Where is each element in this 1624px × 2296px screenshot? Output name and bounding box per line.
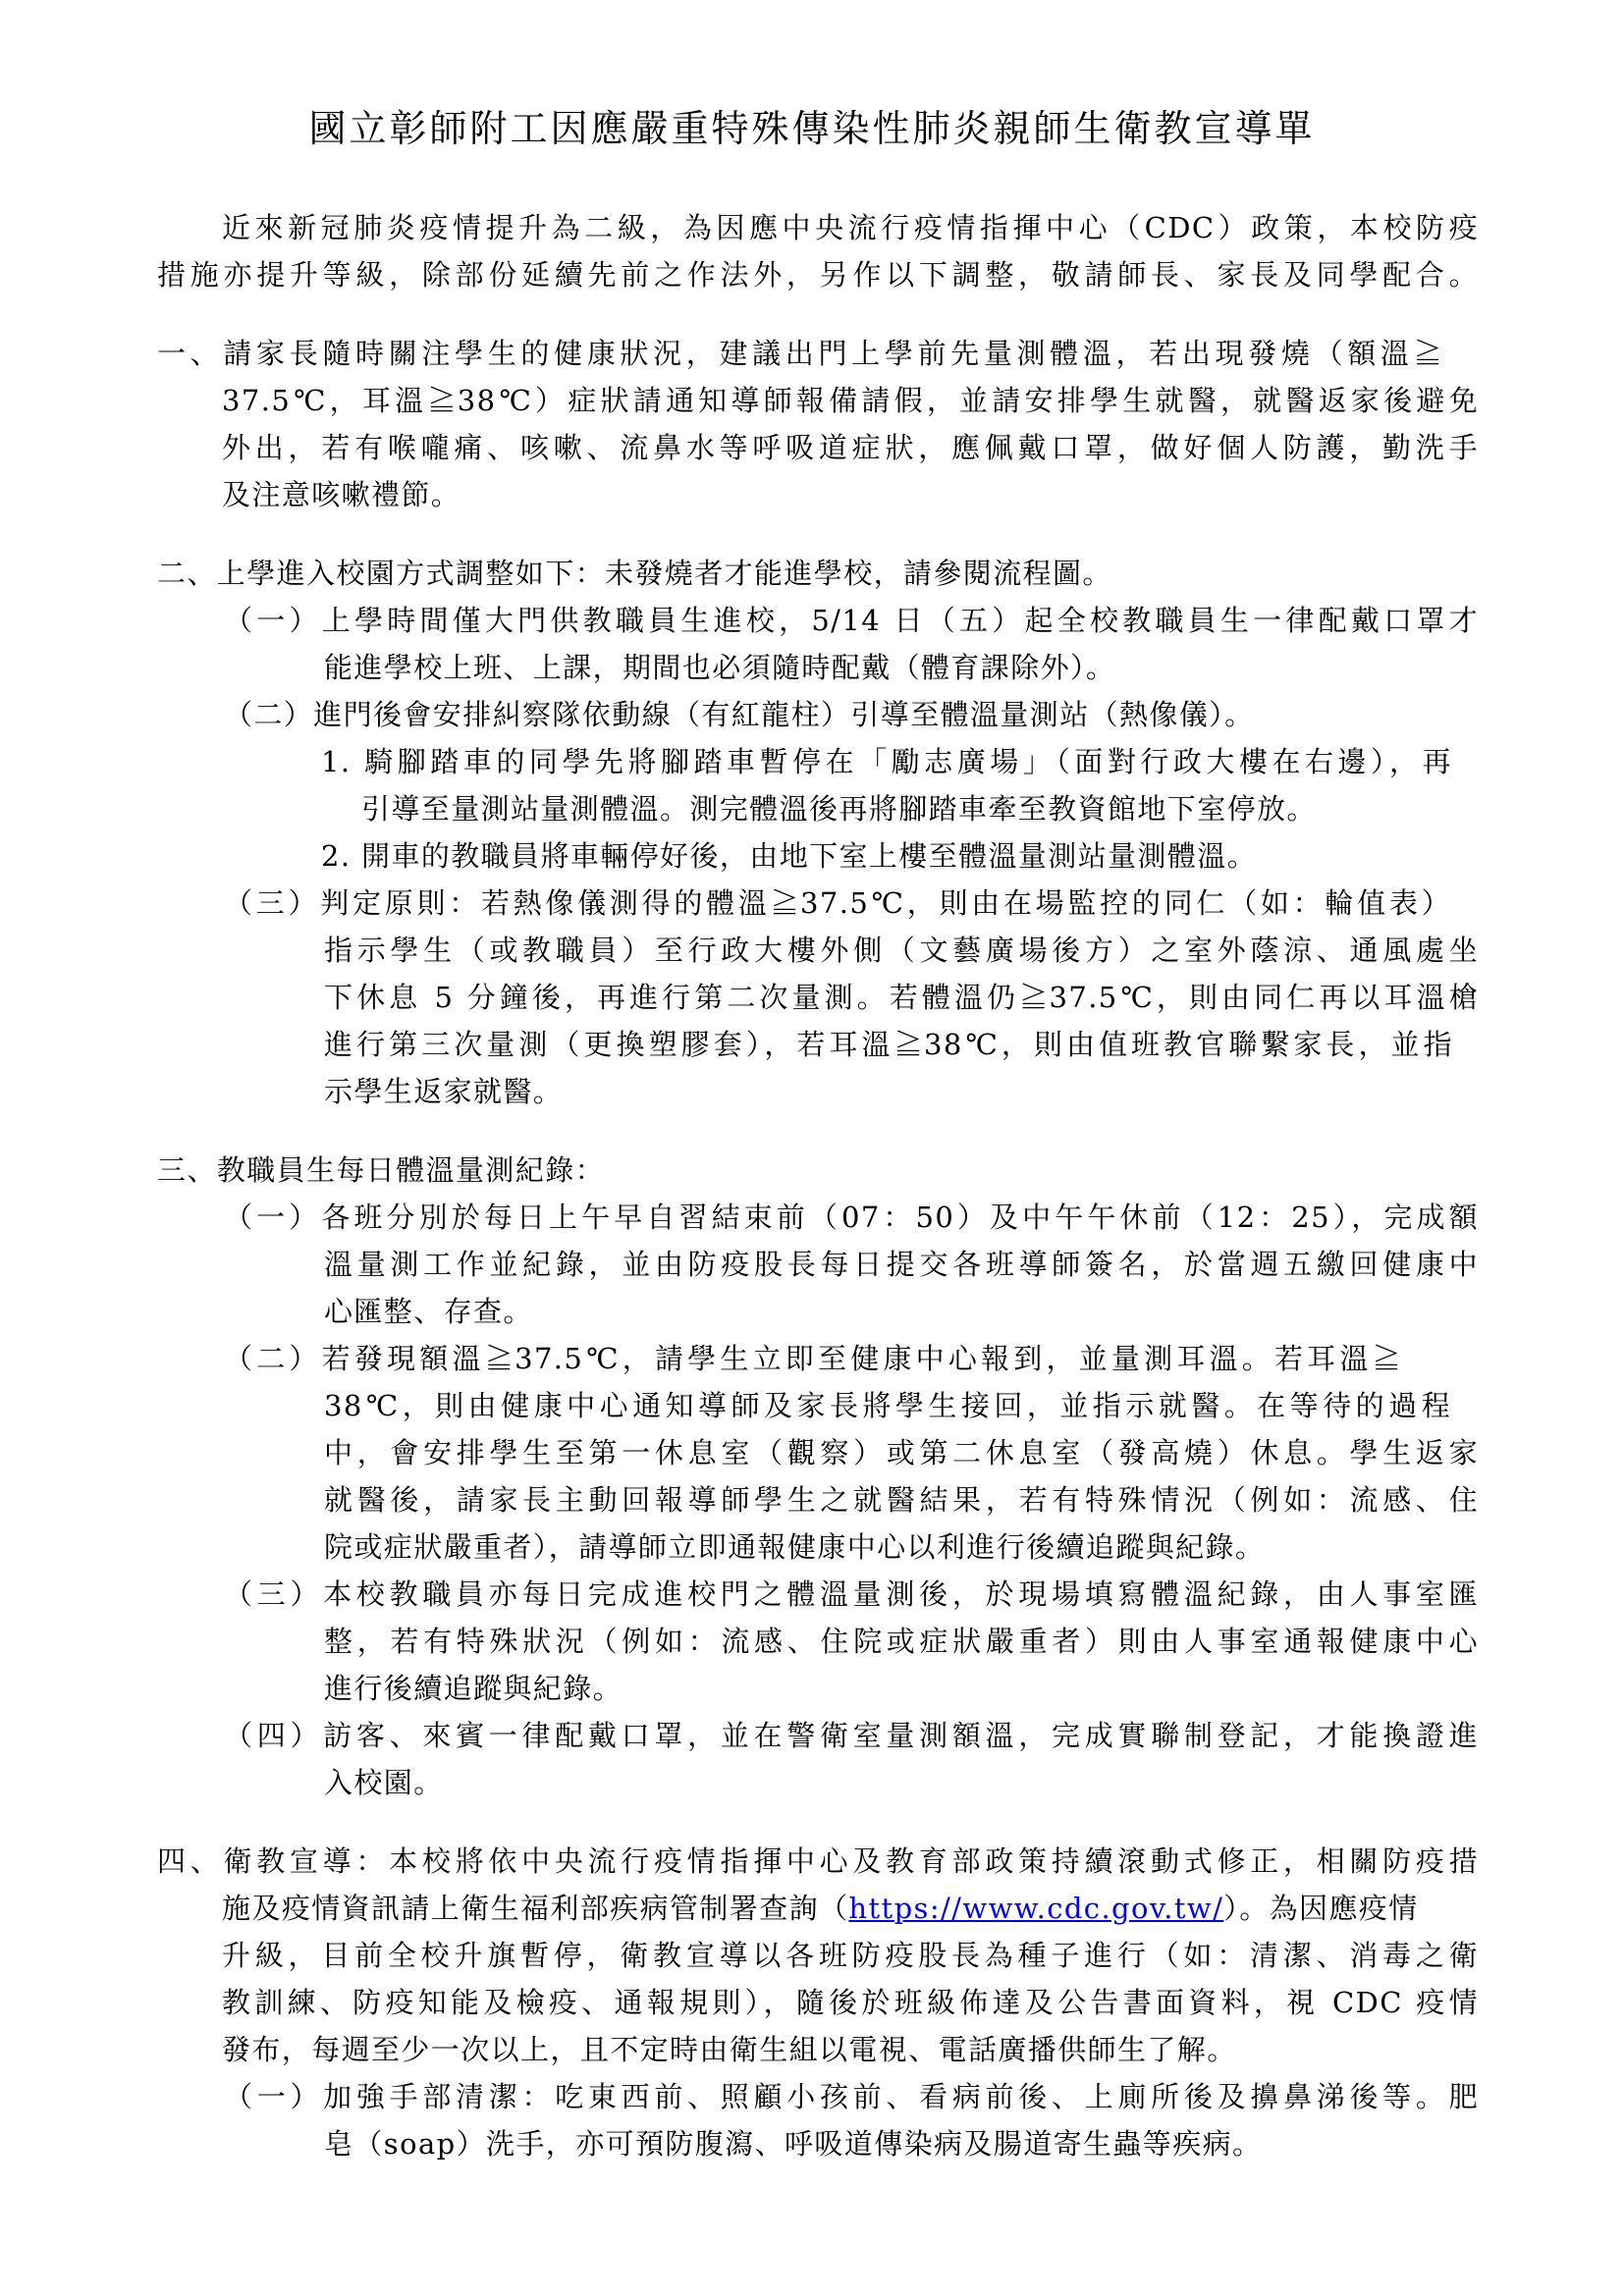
section-3-heading: 三、教職員生每日體溫量測紀錄： bbox=[157, 1153, 606, 1187]
section-3-item-1: 溫量測工作並紀錄，並由防疫股長每日提交各班導師簽名，於當週五繳回健康中 bbox=[324, 1248, 1479, 1281]
section-3-item-4: （四）訪客、來賓一律配戴口罩，並在警衛室量測額溫，完成實聯制登記，才能換證進 bbox=[224, 1719, 1479, 1752]
section-3-item-2: 38℃，則由健康中心通知導師及家長將學生接回，並指示就醫。在等待的過程 bbox=[324, 1389, 1451, 1422]
section-4-item-1: （一）加強手部清潔：吃東西前、照顧小孩前、看病前後、上廁所後及擤鼻涕後等。肥 bbox=[224, 2080, 1479, 2113]
section-3-item-4: 入校園。 bbox=[324, 1766, 444, 1799]
section-4-line: 升級，目前全校升旗暫停，衛教宣導以各班防疫股長為種子進行（如：清潔、消毒之衛 bbox=[222, 1939, 1479, 1972]
section-3-item-3: 整，若有特殊狀況（例如：流感、住院或症狀嚴重者）則由人事室通報健康中心 bbox=[324, 1625, 1479, 1658]
section-3-item-2: （二）若發現額溫≧37.5℃，請學生立即至健康中心報到，並量測耳溫。若耳溫≧ bbox=[224, 1342, 1402, 1375]
section-4-line: 四、衛教宣導：本校將依中央流行疫情指揮中心及教育部政策持續滾動式修正，相關防疫措 bbox=[157, 1844, 1479, 1878]
section-3-item-1: 心匯整、存查。 bbox=[324, 1295, 533, 1328]
section-2-heading: 二、上學進入校園方式調整如下：未發燒者才能進學校，請參閱流程圖。 bbox=[157, 557, 1112, 590]
section-2-item-3: 進行第三次量測（更換塑膠套），若耳溫≧38℃，則由值班教官聯繫家長，並指 bbox=[324, 1028, 1453, 1061]
section-3-item-3: 進行後續追蹤與紀錄。 bbox=[324, 1672, 623, 1705]
section-2-item-2: （二）進門後會安排糾察隊依動線（有紅龍柱）引導至體溫量測站（熱像儀）。 bbox=[224, 698, 1255, 731]
section-1-line: 37.5℃，耳溫≧38℃）症狀請通知導師報備請假，並請安排學生就醫，就醫返家後避免 bbox=[222, 384, 1479, 417]
section-2-item-1: （一）上學時間僅大門供教職員生進校，5/14 日（五）起全校教職員生一律配戴口罩才 bbox=[224, 604, 1479, 637]
section-2-subitem-2: 2. 開車的教職員將車輛停好後，由地下室上樓至體溫量測站量測體溫。 bbox=[321, 839, 1258, 873]
section-1-line: 一、請家長隨時關注學生的健康狀況，建議出門上學前先量測體溫，若出現發燒（額溫≧ bbox=[157, 337, 1443, 370]
section-3-item-2: 中，會安排學生至第一休息室（觀察）或第二休息室（發高燒）休息。學生返家 bbox=[324, 1436, 1479, 1469]
section-2-subitem-1: 引導至量測站量測體溫。測完體溫後再將腳踏車牽至教資館地下室停放。 bbox=[361, 792, 1317, 826]
section-4-text: ）。為因應疫情 bbox=[1223, 1892, 1419, 1925]
section-2-item-1: 能進學校上班、上課，期間也必須隨時配戴（體育課除外）。 bbox=[324, 651, 1116, 684]
section-3-item-2: 就醫後，請家長主動回報導師學生之就醫結果，若有特殊情況（例如：流感、住 bbox=[324, 1483, 1479, 1517]
section-2-item-3: （三）判定原則：若熱像儀測得的體溫≧37.5℃，則由在場監控的同仁（如：輪值表） bbox=[224, 886, 1451, 920]
section-2-item-3: 指示學生（或教職員）至行政大樓外側（文藝廣場後方）之室外蔭涼、通風處坐 bbox=[324, 934, 1479, 967]
intro-line: 措施亦提升等級，除部份延續先前之作法外，另作以下調整，敬請師長、家長及同學配合。 bbox=[157, 258, 1479, 292]
section-2-item-3: 示學生返家就醫。 bbox=[324, 1075, 564, 1108]
section-4-line: 發布，每週至少一次以上，且不定時由衛生組以電視、電話廣播供師生了解。 bbox=[222, 2033, 1237, 2066]
section-2-item-3: 下休息 5 分鐘後，再進行第二次量測。若體溫仍≧37.5℃，則由同仁再以耳溫槍 bbox=[324, 981, 1479, 1014]
section-2-subitem-1: 1. 騎腳踏車的同學先將腳踏車暫停在「勵志廣場」（面對行政大樓在右邊），再 bbox=[321, 745, 1452, 778]
section-1-line: 及注意咳嗽禮節。 bbox=[222, 478, 461, 511]
section-3-item-3: （三）本校教職員亦每日完成進校門之體溫量測後，於現場填寫體溫紀錄，由人事室匯 bbox=[224, 1577, 1479, 1611]
section-3-item-2: 院或症狀嚴重者），請導師立即通報健康中心以利進行後續追蹤與紀錄。 bbox=[324, 1530, 1266, 1564]
cdc-website-link[interactable]: https://www.cdc.gov.tw/ bbox=[848, 1892, 1224, 1925]
section-4-line: 教訓練、防疫知能及檢疫、通報規則），隨後於班級佈達及公告書面資料，視 CDC 疫情 bbox=[222, 1986, 1479, 2019]
section-3-item-1: （一）各班分別於每日上午早自習結束前（07：50）及中午午休前（12：25），完成額 bbox=[224, 1201, 1479, 1234]
document-title: 國立彰師附工因應嚴重特殊傳染性肺炎親師生衛教宣導單 bbox=[308, 107, 1316, 150]
section-1-line: 外出，若有喉嚨痛、咳嗽、流鼻水等呼吸道症狀，應佩戴口罩，做好個人防護，勤洗手 bbox=[222, 431, 1479, 464]
section-4-item-1: 皂（soap）洗手，亦可預防腹瀉、呼吸道傳染病及腸道寄生蟲等疾病。 bbox=[324, 2127, 1263, 2161]
section-4-line-with-link bbox=[222, 1887, 1419, 1930]
intro-line: 近來新冠肺炎疫情提升為二級，為因應中央流行疫情指揮中心（CDC）政策，本校防疫 bbox=[222, 211, 1479, 244]
section-4-text: 施及疫情資訊請上衛生福利部疾病管制署查詢（ bbox=[222, 1892, 849, 1925]
